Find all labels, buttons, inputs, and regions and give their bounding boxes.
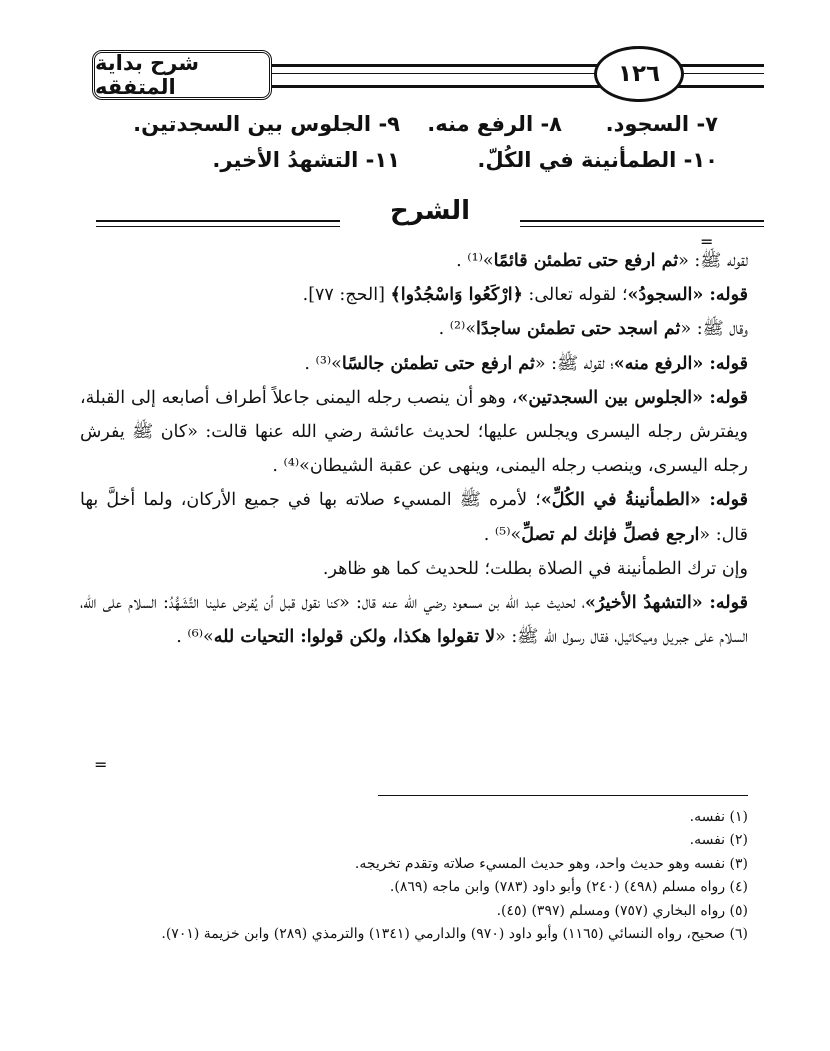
text-run: »⁽³⁾ . (304, 353, 342, 374)
keyword: قوله: «التشهدُ الأخيرُ» (585, 593, 748, 614)
page-header (92, 50, 764, 100)
paragraph-5 (80, 381, 748, 484)
item-10: ١٠- الطمأنينة في الكُلّ. (477, 148, 718, 172)
item-9: ٩- الجلوس بين السجدتين. (133, 112, 400, 136)
keyword: قوله: «الجلوس بين السجدتين» (517, 387, 748, 408)
item-7: ٧- السجود. (605, 112, 718, 136)
book-title: شرح بداية المتفقه (95, 51, 199, 99)
text-run: »⁽⁶⁾ . (176, 627, 214, 648)
section-title: الشرح (389, 196, 471, 226)
paragraph-8 (80, 586, 748, 654)
footnote: (٢) نفسه. (689, 832, 748, 849)
footnote: (٦) صحيح، رواه النسائي (١١٦٥) وأبو داود (٩٧٠) والدارمي (١٣٤١) والترمذي (٢٨٩) وابن خزيمة (٧٠١). (161, 926, 748, 943)
text-run: [الحج: ٧٧]. (302, 285, 391, 306)
item-8: ٨- الرفع منه. (427, 112, 562, 136)
book-title-box (92, 50, 272, 100)
text-run: ، وهو أن ينصب رجله اليمنى جاعلاً أطراف أصابعه إلى القبلة، ويفترش رجله اليسرى ويجلس عليها؛ لحديث عائشة رضي الله عنها قالت: «كان ﷺ يفرش رجله اليسرى، وينصب رجله اليمنى، وينهى عن عقبة الشيطان»⁽⁴⁾ . (80, 387, 748, 477)
hadith-quote: ثم ارفع حتى تطمئن قائمًا (493, 251, 679, 271)
commentary-body (80, 244, 748, 654)
item-11: ١١- التشهدُ الأخير. (212, 148, 400, 172)
quran-quote: ﴿ارْكَعُوا وَاسْجُدُوا﴾ (390, 285, 523, 306)
text-run: ، لحديث عبد الله بن مسعود رضي الله عنه قال: «كنا نقول قبل أن يُفرض علينا التَّشَهُّدُ: السلام على الله، السلام على جبريل وميكائيل، فقال رسول الله ﷺ: « (80, 593, 748, 648)
keyword: قوله: «الرفع منه» (613, 353, 748, 374)
keyword: قوله: «الطمأنينةُ في الكُلِّ» (540, 490, 749, 511)
text-run: وقال ﷺ: « (680, 319, 748, 340)
continuation-mark-top: = (700, 232, 714, 251)
paragraph-2 (80, 278, 748, 312)
text-run: »⁽⁵⁾ . (483, 524, 522, 545)
paragraph-1 (80, 244, 748, 278)
paragraph-3 (80, 312, 748, 346)
header-rules (270, 64, 764, 88)
page-number-badge (594, 46, 684, 102)
hadith-quote: ثم ارفع حتى تطمئن جالسًا (341, 353, 535, 374)
hadith-quote: لا تقولوا هكذا، ولكن قولوا: التحيات لله (213, 627, 496, 648)
section-heading (96, 196, 764, 240)
footnote: (٥) رواه البخاري (٧٥٧) ومسلم (٣٩٧) (٤٥). (496, 902, 748, 919)
paragraph-7: وإن ترك الطمأنينة في الصلاة بطلت؛ للحديث كما هو ظاهر. (322, 558, 748, 579)
enumerated-items (118, 112, 718, 192)
footnote: (٣) نفسه وهو حديث واحد، وهو حديث المسيء صلاته وتقدم تخريجه. (354, 855, 748, 872)
text-run: ؛ لقوله ﷺ: « (534, 353, 614, 374)
text-run: »⁽²⁾ . (438, 319, 477, 340)
keyword: قوله: «السجودُ» (627, 285, 748, 306)
footnote: (١) نفسه. (689, 809, 748, 825)
hadith-quote: ثم اسجد حتى تطمئن ساجدًا (476, 319, 681, 340)
footnote: (٤) رواه مسلم (٤٩٨) (٢٤٠) وأبو داود (٧٨٣) وابن ماجه (٨٦٩). (389, 879, 748, 896)
page-number: ١٢٦ (617, 61, 661, 87)
paragraph-4 (80, 347, 748, 381)
text-run: لقوله ﷺ: « (678, 251, 748, 271)
text-run: ؛ لأمره ﷺ المسيء صلاته بها في جميع الأركان، ولما أخلَّ بها قال: « (80, 490, 748, 545)
section-rule-right (520, 220, 764, 227)
text-run: ؛ لقوله تعالى: (522, 285, 628, 306)
footnotes (80, 806, 748, 946)
text-run: »⁽¹⁾ . (456, 251, 494, 271)
continuation-mark-bottom: = (94, 755, 108, 774)
paragraph-6 (80, 483, 748, 551)
hadith-quote: ارجع فصلِّ فإنك لم تصلِّ (521, 524, 700, 545)
footnote-divider (378, 795, 748, 796)
